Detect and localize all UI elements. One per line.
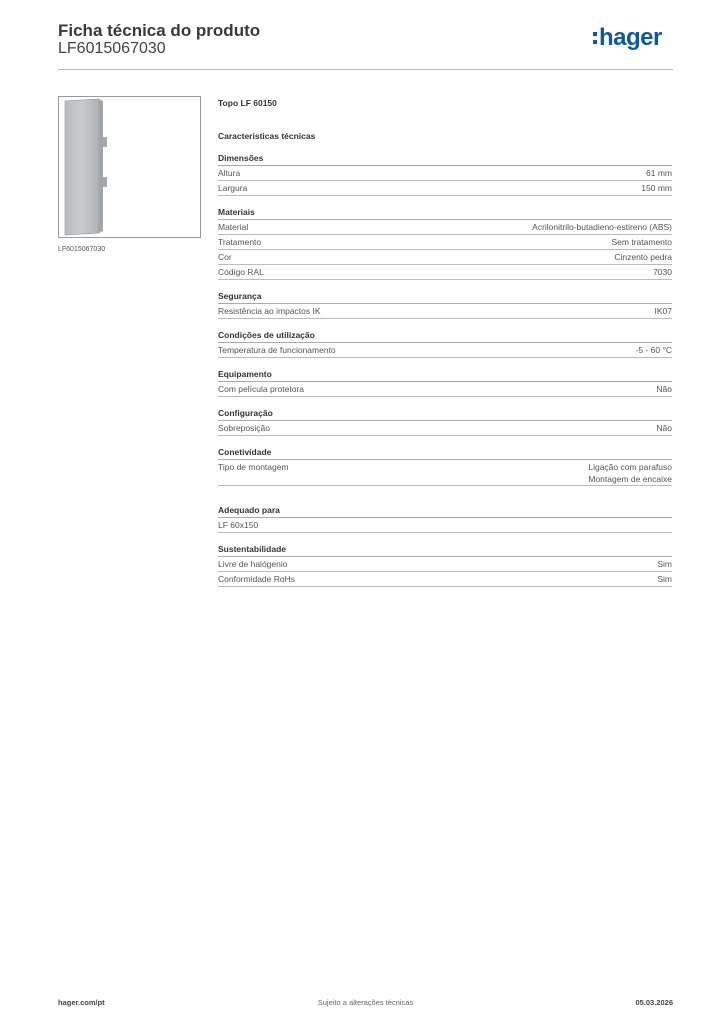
footer-date: 05.03.2026 xyxy=(635,998,673,1007)
spec-label: Conformidade RoHs xyxy=(218,574,296,584)
spec-row xyxy=(218,235,672,250)
spec-value-line: Não xyxy=(656,423,672,433)
spec-value xyxy=(656,422,672,435)
spec-section xyxy=(218,152,672,196)
spec-value xyxy=(641,182,672,195)
spec-value xyxy=(655,305,673,318)
spec-row xyxy=(218,460,672,486)
spec-section xyxy=(218,329,672,358)
section-title: Materiais xyxy=(218,206,672,220)
spec-value xyxy=(656,383,672,396)
spec-label: Livre de halógenio xyxy=(218,559,288,569)
spec-value xyxy=(646,167,672,180)
spec-row xyxy=(218,181,672,196)
spec-value xyxy=(636,344,672,357)
spec-label: Largura xyxy=(218,183,248,193)
image-caption: LF6015067030 xyxy=(58,246,106,253)
section-title: Sustentabilidade xyxy=(218,543,672,557)
spec-section xyxy=(218,290,672,319)
spec-content xyxy=(218,96,672,587)
hager-logo xyxy=(593,26,662,50)
spec-value xyxy=(612,236,672,249)
spec-row xyxy=(218,265,672,280)
spec-value-line: -5 - 60 °C xyxy=(635,345,672,355)
spec-row xyxy=(218,220,672,235)
section-title: Condições de utilização xyxy=(218,329,672,343)
spec-value-line: 61 mm xyxy=(646,168,672,178)
spec-section xyxy=(218,368,672,397)
spec-value-line: Não xyxy=(656,384,672,394)
spec-section xyxy=(218,543,672,587)
section-title: Equipamento xyxy=(218,368,672,382)
spec-value-line: Acrilonitrilo-butadieno-estireno (ABS) xyxy=(532,222,672,232)
spec-label: Cor xyxy=(218,252,232,262)
spec-label: Sobreposição xyxy=(218,423,270,433)
spec-row xyxy=(218,250,672,265)
spec-label: Com película protetora xyxy=(218,384,304,394)
spec-value xyxy=(657,573,672,586)
header-divider xyxy=(58,69,673,70)
footer-disclaimer: Sujeito a alterações técnicas xyxy=(317,998,414,1007)
product-title: Topo LF 60150 xyxy=(218,98,277,108)
spec-label: Tratamento xyxy=(218,237,262,247)
spec-section xyxy=(218,504,672,533)
spec-row xyxy=(218,166,672,181)
characteristics-title: Características técnicas xyxy=(218,131,316,141)
spec-label: Temperatura de funcionamento xyxy=(218,345,336,355)
spec-value-line: 150 mm xyxy=(641,183,672,193)
spec-value xyxy=(653,266,672,279)
spec-value-line: Sem tratamento xyxy=(611,237,672,247)
spec-value xyxy=(588,461,672,485)
spec-value-line: Sim xyxy=(657,574,672,584)
spec-label: Tipo de montagem xyxy=(218,462,289,472)
spec-section xyxy=(218,407,672,436)
section-title: Dimensões xyxy=(218,152,672,166)
spec-value xyxy=(532,221,672,234)
footer-website: hager.com/pt xyxy=(58,998,105,1007)
section-title: Adequado para xyxy=(218,504,672,518)
spec-value-line: Cinzento pedra xyxy=(614,252,672,262)
spec-label: Código RAL xyxy=(218,267,264,277)
spec-row xyxy=(218,518,672,533)
spec-row xyxy=(218,382,672,397)
spec-row xyxy=(218,343,672,358)
spec-row xyxy=(218,304,672,319)
spec-value-line: Ligação com parafuso xyxy=(588,462,672,472)
spec-row xyxy=(218,572,672,587)
spec-row xyxy=(218,421,672,436)
section-title: Conetividade xyxy=(218,446,672,460)
spec-label: LF 60x150 xyxy=(218,520,259,530)
section-title: Configuração xyxy=(218,407,672,421)
product-image xyxy=(58,96,201,238)
logo-dots-icon xyxy=(593,32,597,44)
spec-label: Material xyxy=(218,222,249,232)
page-title: Ficha técnica do produto xyxy=(58,21,261,40)
spec-value-line: IK07 xyxy=(654,306,672,316)
spec-section xyxy=(218,206,672,280)
spec-label: Altura xyxy=(218,168,241,178)
spec-value-line: Montagem de encaixe xyxy=(588,474,672,484)
logo-text: hager xyxy=(599,24,662,51)
spec-value-line: 7030 xyxy=(653,267,672,277)
spec-label: Resistência ao impactos IK xyxy=(218,306,321,316)
spec-value xyxy=(614,251,672,264)
spec-section xyxy=(218,446,672,486)
spec-row xyxy=(218,557,672,572)
section-title: Segurança xyxy=(218,290,672,304)
product-code: LF6015067030 xyxy=(58,40,166,57)
spec-sections xyxy=(218,152,672,587)
spec-value-line: Sim xyxy=(657,559,672,569)
spec-value xyxy=(657,558,672,571)
